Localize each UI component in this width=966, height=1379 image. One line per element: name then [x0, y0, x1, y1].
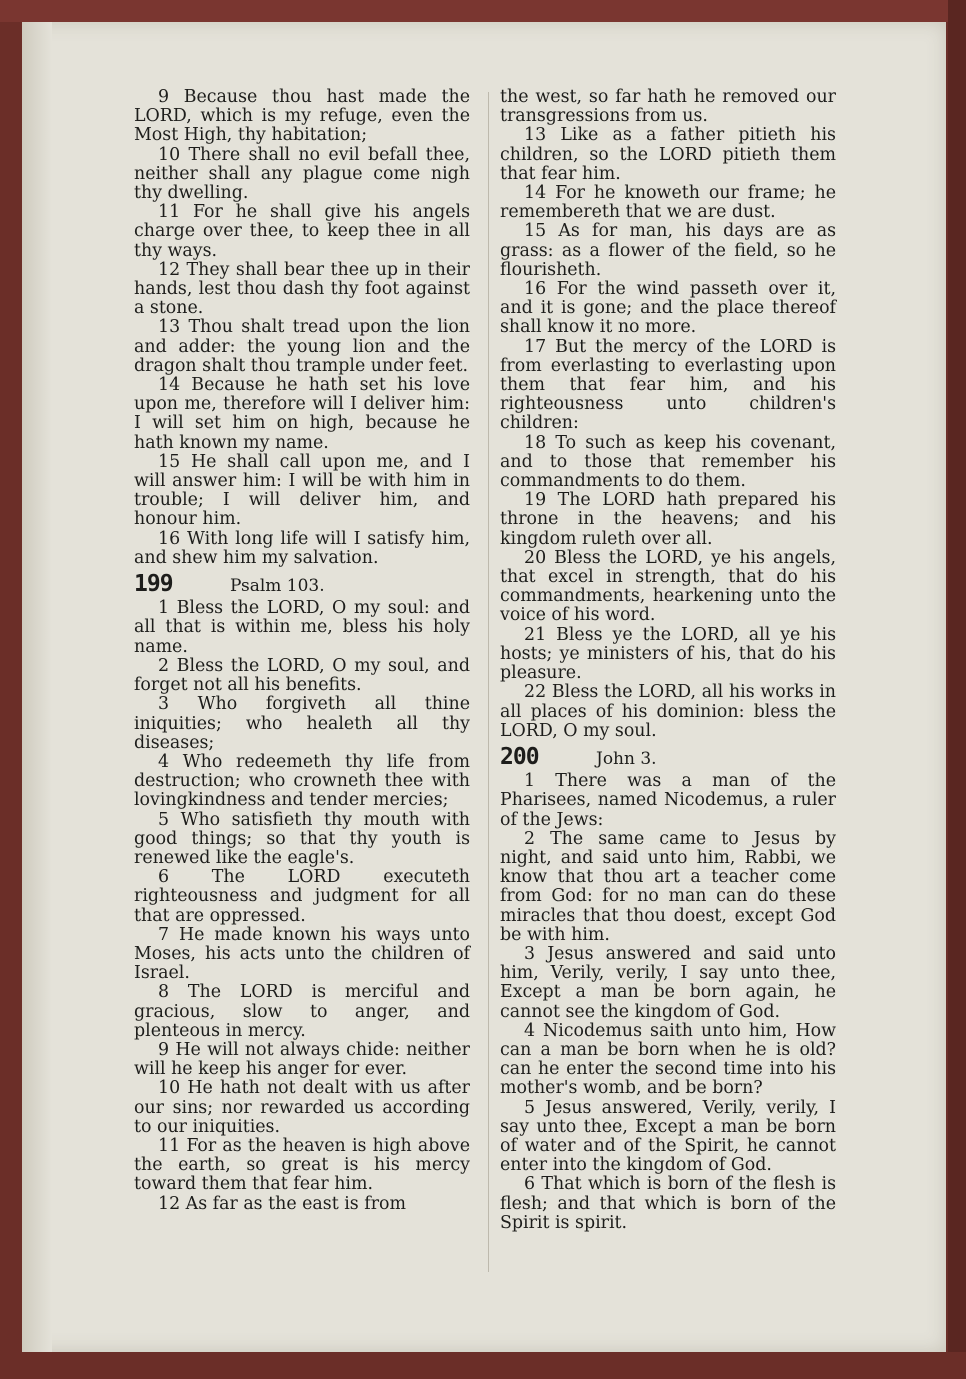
verse: 18 To such as keep his covenant, and to those that remember his commandments to do them.	[500, 432, 836, 492]
verse: 6 The LORD executeth righteousness and judgment for all that are oppressed.	[134, 867, 470, 926]
verse: 1 There was a man of the Pharisees, named Nicodemus, a ruler of the Jews:	[500, 771, 836, 830]
verse: 14 For he knoweth our frame; he remembereth that we are dust.	[500, 183, 836, 223]
verse: 21 Bless ye the LORD, all ye his hosts; ye ministers of his, that do his pleasure.	[500, 624, 836, 684]
verse: 20 Bless the LORD, ye his angels, that excel in strength, that do his commandments, hearkening unto the voice of his word.	[500, 547, 836, 626]
verse: 4 Nicodemus saith unto him, How can a man be born when he is old? can he enter the second time into his mother's womb, and be born?	[500, 1020, 836, 1099]
verse: 22 Bless the LORD, all his works in all places of his dominion: bless the LORD, O my soul.	[500, 682, 836, 741]
section-number: 199	[134, 571, 173, 598]
verse: 19 The LORD hath prepared his throne in the heavens; and his kingdom ruleth over all.	[500, 490, 836, 549]
verse: 15 He shall call upon me, and I will answer him: I will be with him in trouble; I will deliver him, and honour him.	[134, 451, 470, 530]
section-heading	[134, 571, 470, 598]
verse: 12 They shall bear thee up in their hands, lest thou dash thy foot against a stone.	[134, 259, 470, 319]
verse: 16 With long life will I satisfy him, and shew him my salvation.	[134, 528, 470, 568]
cover-right-edge	[948, 0, 966, 1379]
verse: 1 Bless the LORD, O my soul: and all that is within me, bless his holy name.	[134, 598, 470, 657]
verse: 10 He hath not dealt with us after our sins; nor rewarded us according to our iniquities.	[134, 1078, 470, 1137]
verse: 9 Because thou hast made the LORD, which is my refuge, even the Most High, thy habitation;	[134, 87, 470, 146]
verse: 5 Jesus answered, Verily, verily, I say unto thee, Except a man be born of water and of the Spirit, he cannot enter into the kingdom of God.	[500, 1097, 836, 1176]
verse: 7 He made known his ways unto Moses, his acts unto the children of Israel.	[134, 924, 470, 984]
verse: 16 For the wind passeth over it, and it is gone; and the place thereof shall know it no more.	[500, 279, 836, 338]
verse: 11 For as the heaven is high above the earth, so great is his mercy toward them that fear him.	[134, 1135, 470, 1195]
verse: 13 Thou shalt tread upon the lion and adder: the young lion and the dragon shalt thou trample under feet.	[134, 317, 470, 376]
verse: 11 For he shall give his angels charge over thee, to keep thee in all thy ways.	[134, 202, 470, 261]
verse: 14 Because he hath set his love upon me, therefore will I deliver him: I will set him on high, because he hath known my name.	[134, 375, 470, 453]
section-number: 200	[500, 743, 539, 770]
verse: 2 The same came to Jesus by night, and said unto him, Rabbi, we know that thou art a teacher come from God: for no man can do these miracles that thou doest, except God be with him.	[500, 828, 836, 945]
verse: 4 Who redeemeth thy life from destruction; who crowneth thee with lovingkindness and tender mercies;	[134, 751, 470, 811]
right-column	[500, 88, 836, 1233]
verse: 13 Like as a father pitieth his children, so the LORD pitieth them that fear him.	[500, 125, 836, 184]
verse: 8 The LORD is merciful and gracious, slow to anger, and plenteous in mercy.	[134, 982, 470, 1041]
column-divider	[488, 92, 489, 1272]
verse: 15 As for man, his days are as grass: as a flower of the field, so he flourisheth.	[500, 221, 836, 280]
verse: 12 As far as the east is from	[158, 1193, 406, 1214]
scripture-reference: John 3.	[596, 748, 657, 769]
verse: 5 Who satisfieth thy mouth with good things; so that thy youth is renewed like the eagle's.	[134, 809, 470, 868]
verse-continuation: the west, so far hath he removed our transgressions from us.	[500, 87, 836, 127]
verse: 3 Jesus answered and said unto him, Verily, verily, I say unto thee, Except a man be born again, he cannot see the kingdom of God.	[500, 943, 836, 1022]
section-heading	[500, 743, 836, 770]
left-column	[134, 88, 470, 1214]
page-gutter	[22, 22, 52, 1352]
verse: 2 Bless the LORD, O my soul, and forget not all his benefits.	[134, 655, 470, 696]
cover-top-edge	[0, 0, 966, 22]
verse: 17 But the mercy of the LORD is from everlasting to everlasting upon them that fear him, and his righteousness unto children's children:	[500, 336, 836, 434]
cover-bottom-edge	[0, 1352, 966, 1379]
verse: 10 There shall no evil befall thee, neither shall any plague come nigh thy dwelling.	[134, 144, 470, 204]
verse: 9 He will not always chide: neither will he keep his anger for ever.	[134, 1039, 470, 1080]
scripture-reference: Psalm 103.	[230, 576, 325, 597]
verse: 3 Who forgiveth all thine iniquities; who healeth all thy diseases;	[134, 694, 470, 753]
verse: 6 That which is born of the flesh is flesh; and that which is born of the Spirit is spirit.	[500, 1174, 836, 1233]
